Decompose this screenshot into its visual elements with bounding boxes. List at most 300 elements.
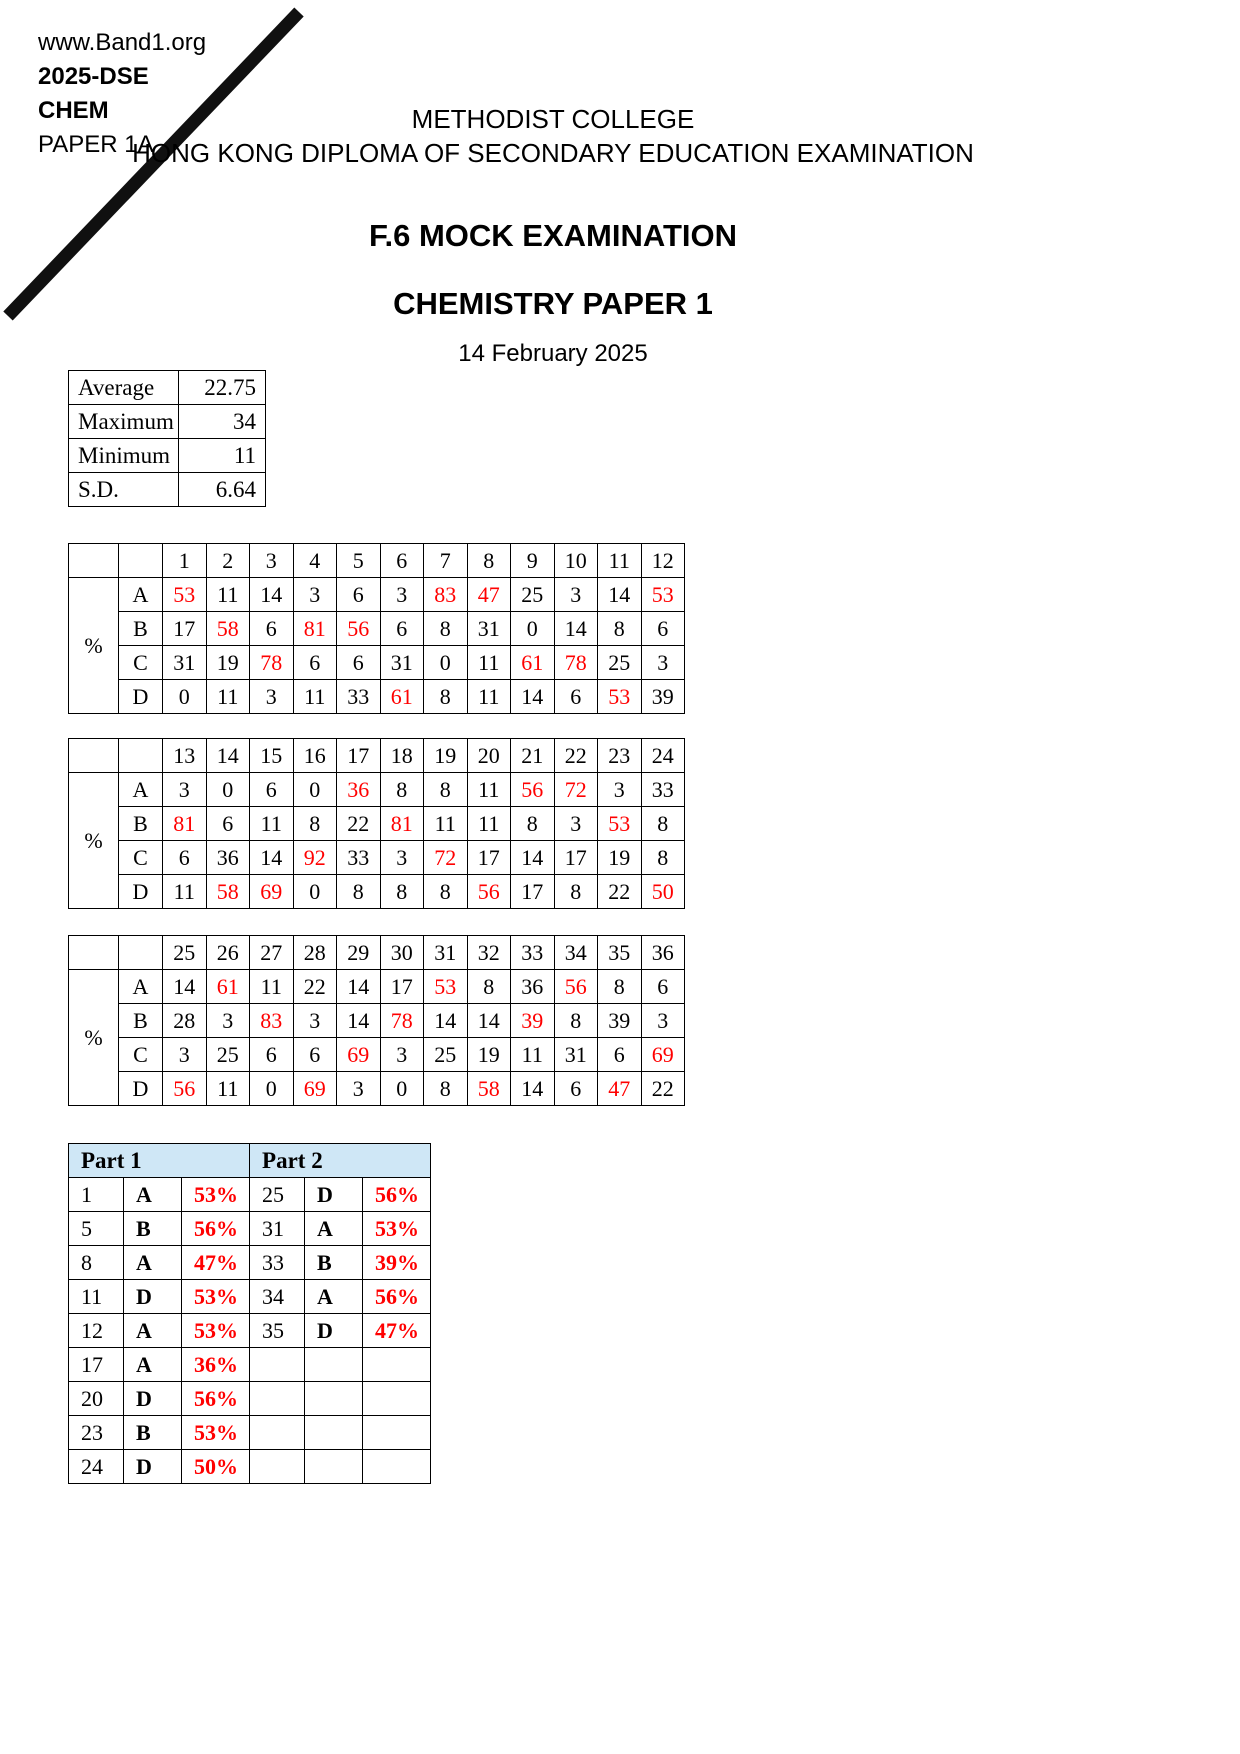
percent-value: 25 [598, 646, 642, 680]
question-number: 5 [337, 544, 381, 578]
corner-cell [119, 544, 163, 578]
question-number: 28 [293, 936, 337, 970]
answer-letter [305, 1416, 363, 1450]
percent-value: 11 [293, 680, 337, 714]
option-label: D [119, 875, 163, 909]
stat-value: 11 [179, 439, 266, 473]
percent-value: 0 [250, 1072, 294, 1106]
exam-code: 2025-DSE [38, 63, 149, 90]
question-number: 17 [69, 1348, 124, 1382]
percent-value: 19 [467, 1038, 511, 1072]
option-label: B [119, 1004, 163, 1038]
option-row [69, 680, 685, 714]
stats-row [69, 371, 266, 405]
question-number [250, 1416, 305, 1450]
percent-value: 8 [598, 612, 642, 646]
percent-value: 56 [554, 970, 598, 1004]
answer-percent [363, 1450, 431, 1484]
option-label: A [119, 773, 163, 807]
percent-value: 8 [424, 773, 468, 807]
stat-value: 22.75 [179, 371, 266, 405]
percent-value: 22 [337, 807, 381, 841]
percent-value: 47 [598, 1072, 642, 1106]
percent-value: 36 [337, 773, 381, 807]
answer-letter: B [124, 1416, 182, 1450]
percent-value: 11 [250, 970, 294, 1004]
stats-row [69, 473, 266, 507]
percent-value: 56 [163, 1072, 207, 1106]
question-number [250, 1348, 305, 1382]
percent-value: 6 [641, 612, 685, 646]
percent-value: 78 [250, 646, 294, 680]
percent-value: 22 [598, 875, 642, 909]
paper-title: CHEMISTRY PAPER 1 [393, 286, 713, 321]
percent-value: 6 [206, 807, 250, 841]
percent-value: 3 [163, 1038, 207, 1072]
option-row [69, 578, 685, 612]
question-number: 20 [69, 1382, 124, 1416]
percent-value: 8 [641, 807, 685, 841]
question-number: 23 [69, 1416, 124, 1450]
percent-value: 6 [163, 841, 207, 875]
question-number: 13 [163, 739, 207, 773]
question-number: 29 [337, 936, 381, 970]
percent-value: 81 [163, 807, 207, 841]
percent-value: 0 [206, 773, 250, 807]
percent-value: 0 [380, 1072, 424, 1106]
stat-label: Average [69, 371, 179, 405]
answer-key-row [69, 1212, 431, 1246]
answer-letter: D [124, 1450, 182, 1484]
question-number: 8 [467, 544, 511, 578]
answer-percent: 39% [363, 1246, 431, 1280]
percent-value: 31 [380, 646, 424, 680]
percent-value: 69 [641, 1038, 685, 1072]
percent-value: 22 [641, 1072, 685, 1106]
option-row [69, 1038, 685, 1072]
percent-value: 11 [206, 1072, 250, 1106]
percent-value: 19 [206, 646, 250, 680]
question-number: 6 [380, 544, 424, 578]
answer-percent [363, 1348, 431, 1382]
option-label: A [119, 578, 163, 612]
percent-value: 33 [337, 841, 381, 875]
percent-value: 3 [206, 1004, 250, 1038]
percent-value: 8 [424, 680, 468, 714]
subject-code: CHEM [38, 97, 109, 124]
percent-value: 14 [250, 578, 294, 612]
answer-letter: D [305, 1314, 363, 1348]
option-row [69, 1072, 685, 1106]
question-number [250, 1382, 305, 1416]
corner-cell [69, 544, 119, 578]
question-number: 11 [598, 544, 642, 578]
percent-value: 3 [250, 680, 294, 714]
stat-value: 6.64 [179, 473, 266, 507]
percent-value: 3 [380, 578, 424, 612]
percent-value: 8 [554, 875, 598, 909]
percent-value: 53 [641, 578, 685, 612]
percent-value: 8 [641, 841, 685, 875]
answer-percent: 36% [182, 1348, 250, 1382]
percent-value: 8 [424, 875, 468, 909]
percent-value: 25 [511, 578, 555, 612]
stats-row [69, 439, 266, 473]
percent-value: 69 [337, 1038, 381, 1072]
answer-letter: A [305, 1280, 363, 1314]
percent-value: 14 [511, 1072, 555, 1106]
answer-key-table [68, 1143, 431, 1484]
question-number: 36 [641, 936, 685, 970]
question-number: 25 [250, 1178, 305, 1212]
answer-percent: 56% [182, 1212, 250, 1246]
percent-value: 3 [380, 841, 424, 875]
question-number: 34 [250, 1280, 305, 1314]
percent-value: 14 [511, 680, 555, 714]
stat-value: 34 [179, 405, 266, 439]
question-number: 34 [554, 936, 598, 970]
percent-value: 17 [554, 841, 598, 875]
question-number: 35 [250, 1314, 305, 1348]
answer-letter: B [305, 1246, 363, 1280]
option-label: C [119, 1038, 163, 1072]
option-label: D [119, 680, 163, 714]
paper-code: PAPER 1A [38, 131, 154, 158]
answer-key-row [69, 1178, 431, 1212]
percent-value: 56 [337, 612, 381, 646]
percent-value: 25 [424, 1038, 468, 1072]
percent-value: 8 [293, 807, 337, 841]
percent-value: 0 [511, 612, 555, 646]
answer-key-row [69, 1246, 431, 1280]
answer-percent [363, 1382, 431, 1416]
percent-value: 3 [554, 807, 598, 841]
percent-value: 3 [641, 1004, 685, 1038]
option-label: B [119, 612, 163, 646]
percent-value: 61 [206, 970, 250, 1004]
answer-percent: 53% [182, 1178, 250, 1212]
option-label: C [119, 841, 163, 875]
percent-value: 39 [598, 1004, 642, 1038]
question-number: 21 [511, 739, 555, 773]
percent-value: 6 [337, 646, 381, 680]
percent-value: 0 [293, 773, 337, 807]
percent-value: 6 [598, 1038, 642, 1072]
percent-value: 33 [641, 773, 685, 807]
percent-value: 39 [641, 680, 685, 714]
question-number: 31 [250, 1212, 305, 1246]
answer-letter [305, 1348, 363, 1382]
percent-value: 11 [424, 807, 468, 841]
percent-value: 3 [380, 1038, 424, 1072]
question-number: 5 [69, 1212, 124, 1246]
question-number: 20 [467, 739, 511, 773]
percent-value: 31 [467, 612, 511, 646]
question-number: 33 [511, 936, 555, 970]
answer-percent: 53% [182, 1416, 250, 1450]
question-number: 11 [69, 1280, 124, 1314]
percent-value: 8 [511, 807, 555, 841]
percent-value: 6 [380, 612, 424, 646]
answer-letter: D [124, 1382, 182, 1416]
percent-value: 14 [424, 1004, 468, 1038]
percent-value: 14 [337, 970, 381, 1004]
question-number: 4 [293, 544, 337, 578]
corner-cell [69, 739, 119, 773]
option-row [69, 646, 685, 680]
option-row [69, 875, 685, 909]
percent-value: 81 [293, 612, 337, 646]
question-number: 14 [206, 739, 250, 773]
percent-value: 14 [337, 1004, 381, 1038]
question-number: 19 [424, 739, 468, 773]
question-number: 35 [598, 936, 642, 970]
percent-value: 11 [206, 578, 250, 612]
stat-label: Maximum [69, 405, 179, 439]
percent-value: 39 [511, 1004, 555, 1038]
stats-row [69, 405, 266, 439]
answer-letter: A [305, 1212, 363, 1246]
answer-percent: 56% [182, 1382, 250, 1416]
answer-percent: 47% [182, 1246, 250, 1280]
question-number: 15 [250, 739, 294, 773]
percent-value: 0 [424, 646, 468, 680]
question-number: 30 [380, 936, 424, 970]
percent-value: 8 [337, 875, 381, 909]
question-number: 2 [206, 544, 250, 578]
percent-value: 25 [206, 1038, 250, 1072]
percent-value: 78 [554, 646, 598, 680]
percent-value: 50 [641, 875, 685, 909]
percent-value: 61 [380, 680, 424, 714]
percent-value: 6 [554, 1072, 598, 1106]
percent-value: 6 [293, 646, 337, 680]
percent-value: 0 [293, 875, 337, 909]
stat-label: Minimum [69, 439, 179, 473]
corner-cell [119, 739, 163, 773]
part2-header: Part 2 [250, 1144, 431, 1178]
percent-value: 14 [163, 970, 207, 1004]
percent-value: 3 [554, 578, 598, 612]
answer-key-header-row [69, 1144, 431, 1178]
question-number: 25 [163, 936, 207, 970]
distribution-table-3 [68, 935, 685, 1106]
percent-value: 8 [467, 970, 511, 1004]
answer-letter: B [124, 1212, 182, 1246]
option-label: C [119, 646, 163, 680]
part1-header: Part 1 [69, 1144, 250, 1178]
question-number: 1 [69, 1178, 124, 1212]
option-row [69, 773, 685, 807]
question-header-row [69, 544, 685, 578]
percent-value: 11 [467, 773, 511, 807]
percent-value: 3 [598, 773, 642, 807]
question-number: 31 [424, 936, 468, 970]
answer-percent: 47% [363, 1314, 431, 1348]
percent-value: 14 [250, 841, 294, 875]
college-name: METHODIST COLLEGE [411, 104, 695, 134]
distribution-table-2 [68, 738, 685, 909]
percent-side-label: % [69, 773, 119, 909]
percent-value: 6 [250, 773, 294, 807]
question-number: 16 [293, 739, 337, 773]
percent-value: 47 [467, 578, 511, 612]
stats-table [68, 370, 266, 507]
percent-value: 6 [554, 680, 598, 714]
question-number: 9 [511, 544, 555, 578]
stat-label: S.D. [69, 473, 179, 507]
corner-cell [119, 936, 163, 970]
percent-value: 83 [424, 578, 468, 612]
question-number: 17 [337, 739, 381, 773]
answer-percent: 53% [363, 1212, 431, 1246]
answer-letter: A [124, 1178, 182, 1212]
answer-percent: 56% [363, 1178, 431, 1212]
answer-percent: 53% [182, 1314, 250, 1348]
percent-value: 0 [163, 680, 207, 714]
answer-key-row [69, 1314, 431, 1348]
percent-value: 56 [467, 875, 511, 909]
percent-value: 8 [554, 1004, 598, 1038]
percent-value: 6 [250, 1038, 294, 1072]
answer-percent: 50% [182, 1450, 250, 1484]
answer-letter: A [124, 1348, 182, 1382]
question-number [250, 1450, 305, 1484]
question-number: 1 [163, 544, 207, 578]
percent-value: 6 [250, 612, 294, 646]
percent-value: 14 [554, 612, 598, 646]
percent-value: 53 [598, 807, 642, 841]
question-number: 8 [69, 1246, 124, 1280]
option-row [69, 970, 685, 1004]
question-number: 33 [250, 1246, 305, 1280]
question-number: 23 [598, 739, 642, 773]
question-number: 22 [554, 739, 598, 773]
answer-percent [363, 1416, 431, 1450]
percent-value: 83 [250, 1004, 294, 1038]
percent-value: 36 [206, 841, 250, 875]
percent-value: 6 [337, 578, 381, 612]
percent-value: 17 [380, 970, 424, 1004]
percent-value: 3 [641, 646, 685, 680]
option-label: D [119, 1072, 163, 1106]
answer-percent: 56% [363, 1280, 431, 1314]
board-name: HONG KONG DIPLOMA OF SECONDARY EDUCATION EXAMINATION [132, 138, 974, 168]
percent-value: 3 [293, 578, 337, 612]
percent-value: 11 [163, 875, 207, 909]
percent-value: 14 [511, 841, 555, 875]
option-row [69, 807, 685, 841]
percent-value: 3 [163, 773, 207, 807]
answer-key-row [69, 1382, 431, 1416]
answer-letter: D [124, 1280, 182, 1314]
exam-date: 14 February 2025 [458, 340, 648, 367]
percent-value: 58 [206, 875, 250, 909]
question-number: 12 [69, 1314, 124, 1348]
option-label: A [119, 970, 163, 1004]
percent-value: 69 [293, 1072, 337, 1106]
percent-side-label: % [69, 578, 119, 714]
answer-percent: 53% [182, 1280, 250, 1314]
percent-side-label: % [69, 970, 119, 1106]
percent-value: 8 [380, 875, 424, 909]
percent-value: 31 [554, 1038, 598, 1072]
option-row [69, 1004, 685, 1038]
option-row [69, 841, 685, 875]
answer-letter: A [124, 1314, 182, 1348]
answer-letter [305, 1450, 363, 1484]
percent-value: 19 [598, 841, 642, 875]
percent-value: 6 [641, 970, 685, 1004]
site-watermark: www.Band1.org [38, 29, 207, 56]
answer-letter: D [305, 1178, 363, 1212]
question-number: 10 [554, 544, 598, 578]
percent-value: 56 [511, 773, 555, 807]
percent-value: 11 [206, 680, 250, 714]
corner-cell [69, 936, 119, 970]
percent-value: 6 [293, 1038, 337, 1072]
percent-value: 11 [467, 680, 511, 714]
answer-key-row [69, 1348, 431, 1382]
percent-value: 53 [424, 970, 468, 1004]
answer-key-row [69, 1450, 431, 1484]
percent-value: 14 [598, 578, 642, 612]
percent-value: 53 [163, 578, 207, 612]
distribution-table-1 [68, 543, 685, 714]
percent-value: 17 [467, 841, 511, 875]
percent-value: 11 [467, 807, 511, 841]
percent-value: 8 [598, 970, 642, 1004]
percent-value: 36 [511, 970, 555, 1004]
percent-value: 72 [424, 841, 468, 875]
question-number: 27 [250, 936, 294, 970]
percent-value: 58 [467, 1072, 511, 1106]
percent-value: 8 [380, 773, 424, 807]
question-number: 26 [206, 936, 250, 970]
percent-value: 3 [337, 1072, 381, 1106]
percent-value: 8 [424, 612, 468, 646]
answer-letter: A [124, 1246, 182, 1280]
percent-value: 8 [424, 1072, 468, 1106]
percent-value: 28 [163, 1004, 207, 1038]
percent-value: 81 [380, 807, 424, 841]
option-row [69, 612, 685, 646]
percent-value: 11 [250, 807, 294, 841]
question-number: 32 [467, 936, 511, 970]
percent-value: 53 [598, 680, 642, 714]
question-number: 18 [380, 739, 424, 773]
percent-value: 11 [511, 1038, 555, 1072]
question-number: 12 [641, 544, 685, 578]
percent-value: 31 [163, 646, 207, 680]
percent-value: 14 [467, 1004, 511, 1038]
percent-value: 33 [337, 680, 381, 714]
question-header-row [69, 936, 685, 970]
percent-value: 92 [293, 841, 337, 875]
percent-value: 3 [293, 1004, 337, 1038]
answer-key-row [69, 1416, 431, 1450]
percent-value: 11 [467, 646, 511, 680]
answer-letter [305, 1382, 363, 1416]
percent-value: 17 [163, 612, 207, 646]
percent-value: 61 [511, 646, 555, 680]
percent-value: 72 [554, 773, 598, 807]
question-number: 24 [69, 1450, 124, 1484]
percent-value: 78 [380, 1004, 424, 1038]
exam-title: F.6 MOCK EXAMINATION [369, 218, 737, 253]
percent-value: 17 [511, 875, 555, 909]
question-number: 7 [424, 544, 468, 578]
